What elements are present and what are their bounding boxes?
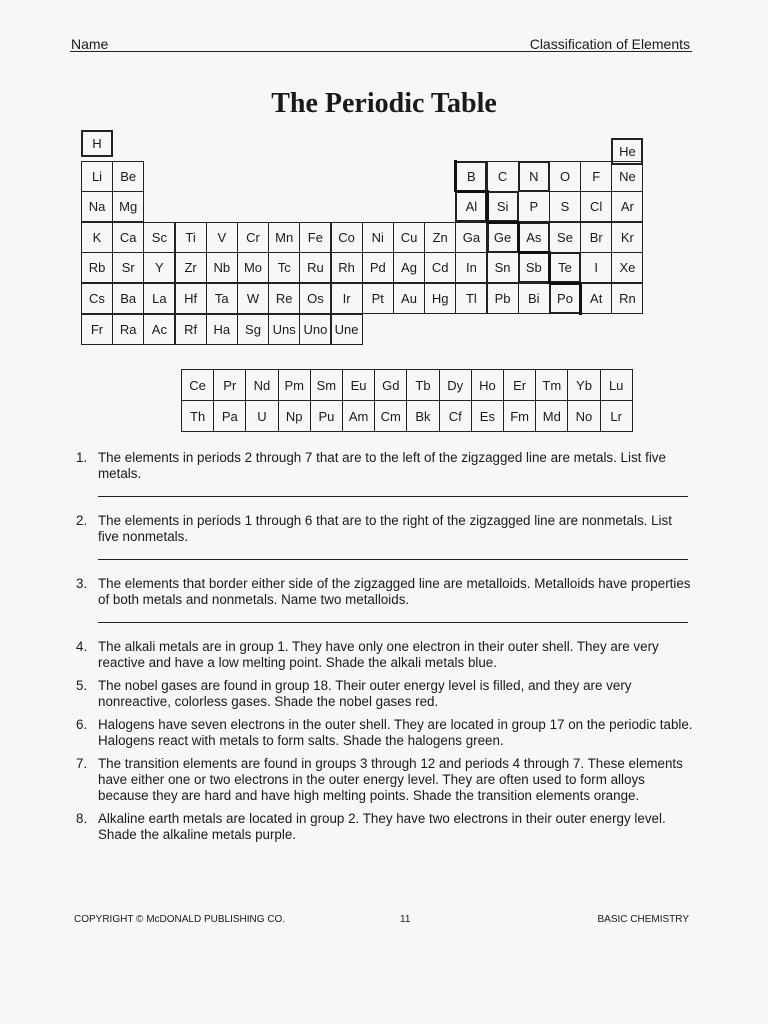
element-cell-ag: Ag [393,252,425,283]
question-text: The nobel gases are found in group 18. Their outer energy level is filled, and they are very nonreactive, colorless gases. Shade the nobel gases red. [98,678,632,709]
element-cell-f: F [580,161,612,192]
zigzag-line-segment [487,221,519,224]
element-cell-kr: Kr [611,222,643,253]
element-cell-th: Th [181,400,214,432]
page-number: 11 [400,914,411,925]
element-cell-fr: Fr [81,314,113,345]
question-text: Alkaline earth metals are located in group 2. They have two electrons in their outer energy level. Shade the alkaline metals purple. [98,811,666,842]
element-cell-tc: Tc [268,252,300,283]
question-number: 6. [76,717,88,732]
element-cell-as: As [518,222,550,253]
element-cell-no: No [567,400,600,432]
element-cell-ga: Ga [455,222,487,253]
element-cell-be: Be [112,161,144,192]
element-cell-cf: Cf [439,400,472,432]
question-number: 2. [76,513,88,528]
element-cell-se: Se [549,222,581,253]
element-cell-eu: Eu [342,369,375,401]
element-cell-u: U [245,400,278,432]
question-text: The elements in periods 2 through 7 that are to the left of the zigzagged line are metals. List five metals. [98,450,666,481]
element-cell-co: Co [331,222,363,253]
element-cell-rh: Rh [331,252,363,283]
element-cell-cu: Cu [393,222,425,253]
element-cell-zr: Zr [175,252,207,283]
element-cell-pb: Pb [487,283,519,314]
question-number: 5. [76,678,88,693]
element-cell-mn: Mn [268,222,300,253]
question-number: 7. [76,756,88,771]
element-cell-k: K [81,222,113,253]
element-cell-p: P [518,191,550,222]
element-cell-tl: Tl [455,283,487,314]
element-cell-cd: Cd [424,252,456,283]
element-cell-c: C [487,161,519,192]
element-cell-fe: Fe [299,222,331,253]
element-cell-lu: Lu [600,369,633,401]
element-cell-tm: Tm [535,369,568,401]
element-cell-h: H [81,130,113,157]
element-cell-ni: Ni [362,222,394,253]
element-cell-ne: Ne [611,161,643,192]
element-cell-ho: Ho [471,369,504,401]
element-cell-ca: Ca [112,222,144,253]
question-number: 8. [76,811,88,826]
question-text: The alkali metals are in group 1. They have only one electron in their outer shell. They are very reactive and have a low melting point. Shade the alkali metals blue. [98,639,659,670]
element-cell-gd: Gd [374,369,407,401]
element-cell-y: Y [143,252,175,283]
element-cell-o: O [549,161,581,192]
element-cell-al: Al [455,191,487,222]
page-title: The Periodic Table [271,88,497,119]
element-cell-tb: Tb [406,369,439,401]
element-cell-i: I [580,252,612,283]
zigzag-line-segment [486,190,489,223]
element-cell-rb: Rb [81,252,113,283]
question-item [76,450,696,497]
copyright-text: COPYRIGHT © McDONALD PUBLISHING CO. [74,914,286,925]
element-cell-b: B [455,161,487,192]
element-cell-he: He [611,138,643,165]
element-cell-br: Br [580,222,612,253]
element-cell-xe: Xe [611,252,643,283]
element-cell-mo: Mo [237,252,269,283]
element-cell-au: Au [393,283,425,314]
element-cell-uno: Uno [299,314,331,345]
element-cell-hg: Hg [424,283,456,314]
element-cell-ra: Ra [112,314,144,345]
element-cell-md: Md [535,400,568,432]
element-cell-po: Po [549,283,581,314]
element-cell-ru: Ru [299,252,331,283]
element-cell-pm: Pm [278,369,311,401]
question-item [76,756,696,804]
element-cell-pr: Pr [213,369,246,401]
element-cell-sc: Sc [143,222,175,253]
element-cell-sn: Sn [487,252,519,283]
element-cell-sr: Sr [112,252,144,283]
zigzag-line-segment [549,282,581,285]
answer-line[interactable] [98,559,688,560]
element-cell-bi: Bi [518,283,550,314]
element-cell-v: V [206,222,238,253]
element-cell-na: Na [81,191,113,222]
series-title: BASIC CHEMISTRY [597,914,689,925]
element-cell-hf: Hf [175,283,207,314]
question-list [76,450,696,850]
question-text: The elements that border either side of the zigzagged line are metalloids. Metalloids have properties of both metals and nonmetals. Name two metalloids. [98,576,691,607]
question-number: 3. [76,576,88,591]
element-cell-nb: Nb [206,252,238,283]
element-cell-w: W [237,283,269,314]
zigzag-line-segment [517,221,520,254]
question-item [76,576,696,623]
element-cell-cl: Cl [580,191,612,222]
element-cell-bk: Bk [406,400,439,432]
element-cell-zn: Zn [424,222,456,253]
question-number: 4. [76,639,88,654]
element-cell-ba: Ba [112,283,144,314]
name-label: Name [71,36,109,52]
element-cell-sb: Sb [518,252,550,283]
element-cell-es: Es [471,400,504,432]
element-cell-sm: Sm [310,369,343,401]
element-cell-er: Er [503,369,536,401]
element-cell-dy: Dy [439,369,472,401]
element-cell-pu: Pu [310,400,343,432]
element-cell-lr: Lr [600,400,633,432]
element-cell-pt: Pt [362,283,394,314]
element-cell-cm: Cm [374,400,407,432]
element-cell-n: N [518,161,550,192]
zigzag-line-segment [455,190,487,193]
question-item [76,639,696,671]
unit-title: Classification of Elements [529,36,690,52]
element-cell-s: S [549,191,581,222]
question-text: Halogens have seven electrons in the outer shell. They are located in group 17 on the periodic table. Halogens react with metals to form salts. Shade the halogens green. [98,717,693,748]
element-cell-ir: Ir [331,283,363,314]
element-cell-cr: Cr [237,222,269,253]
element-cell-rf: Rf [175,314,207,345]
element-cell-sg: Sg [237,314,269,345]
question-item [76,811,696,843]
question-item [76,513,696,560]
element-cell-ar: Ar [611,191,643,222]
element-cell-in: In [455,252,487,283]
element-cell-rn: Rn [611,283,643,314]
zigzag-line-segment [548,251,551,284]
zigzag-line-segment [518,251,550,254]
zigzag-line-segment [454,160,457,193]
element-cell-at: At [580,283,612,314]
element-cell-yb: Yb [567,369,600,401]
question-item [76,678,696,710]
element-cell-fm: Fm [503,400,536,432]
element-cell-te: Te [549,252,581,283]
element-cell-mg: Mg [112,191,144,222]
element-cell-pa: Pa [213,400,246,432]
question-number: 1. [76,450,88,465]
element-cell-uns: Uns [268,314,300,345]
element-cell-nd: Nd [245,369,278,401]
element-cell-ti: Ti [175,222,207,253]
element-cell-pd: Pd [362,252,394,283]
element-cell-une: Une [331,314,363,345]
element-cell-la: La [143,283,175,314]
element-cell-am: Am [342,400,375,432]
question-text: The transition elements are found in groups 3 through 12 and periods 4 through 7. These elements have either one or two electrons in the outer energy level. They are often used to form alloys because they are hard and have high melting points. Shade the transition elements orange. [98,756,683,803]
element-cell-os: Os [299,283,331,314]
element-cell-ge: Ge [487,222,519,253]
element-cell-np: Np [278,400,311,432]
answer-line[interactable] [98,496,688,497]
element-cell-li: Li [81,161,113,192]
answer-line[interactable] [98,622,688,623]
element-cell-ac: Ac [143,314,175,345]
element-cell-ha: Ha [206,314,238,345]
zigzag-line-segment [579,282,582,315]
element-cell-ta: Ta [206,283,238,314]
name-line [70,51,692,52]
element-cell-re: Re [268,283,300,314]
element-cell-ce: Ce [181,369,214,401]
element-cell-cs: Cs [81,283,113,314]
question-item [76,717,696,749]
question-text: The elements in periods 1 through 6 that are to the right of the zigzagged line are nonmetals. List five nonmetals. [98,513,672,544]
element-cell-si: Si [487,191,519,222]
